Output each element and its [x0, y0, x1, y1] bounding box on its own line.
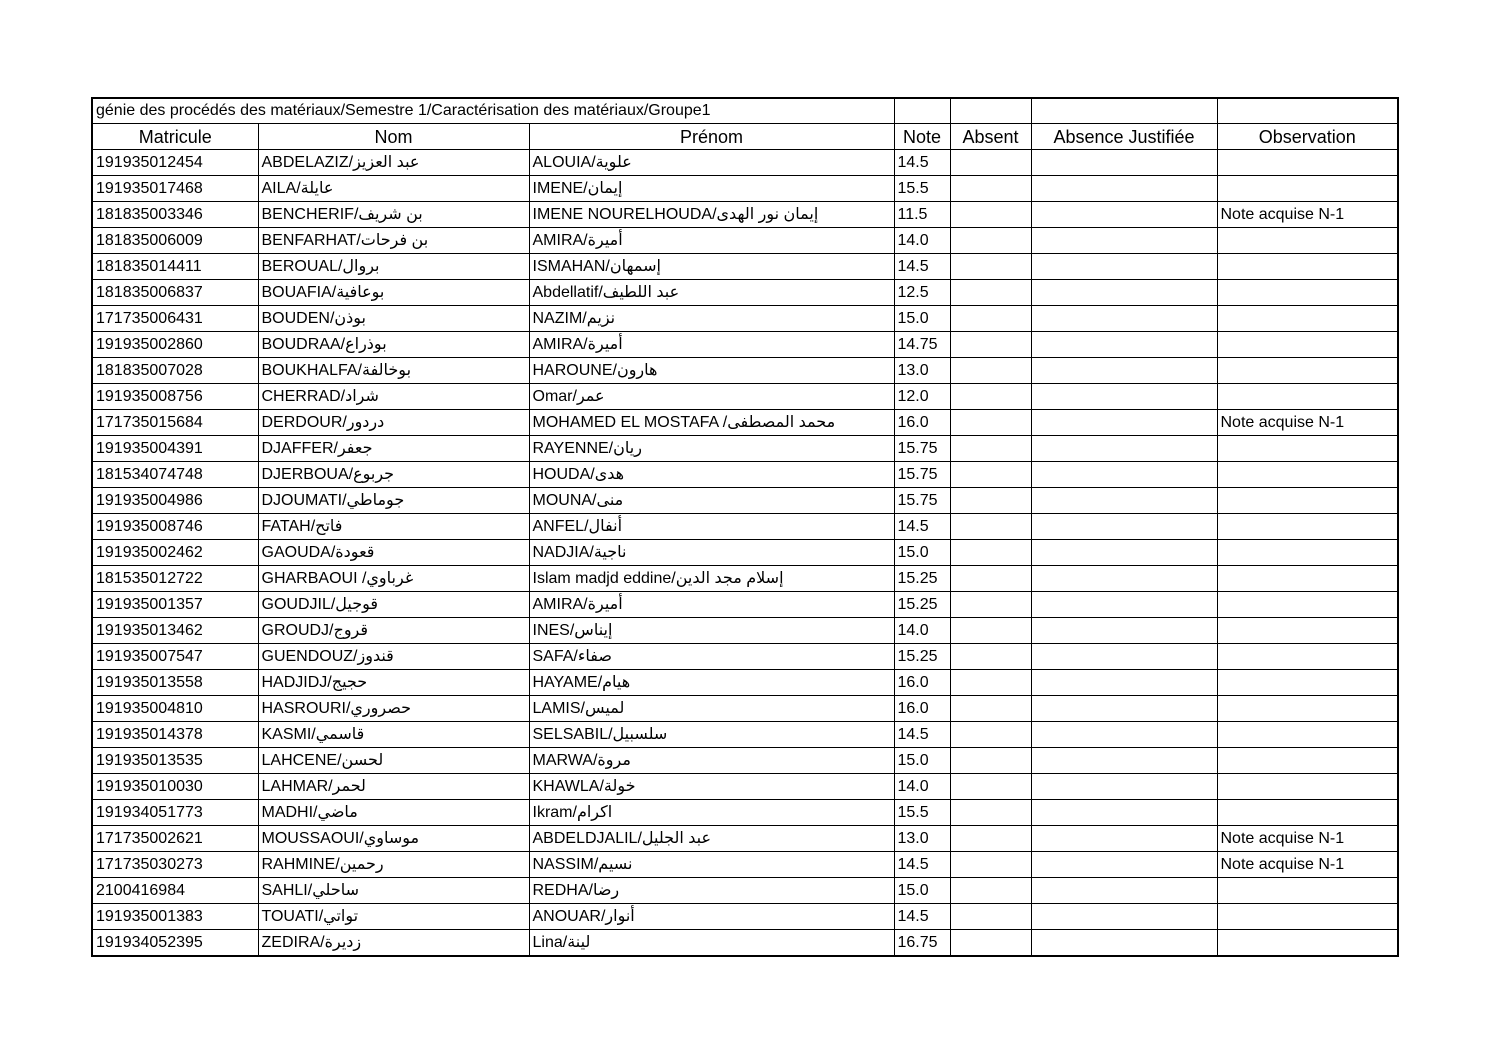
cell-absence-justifiee	[1031, 384, 1217, 410]
table-row	[92, 176, 1398, 202]
cell-prenom: ANOUAR/أنوار	[529, 904, 894, 930]
cell-matricule: 191935001383	[92, 904, 258, 930]
cell-matricule: 191935014378	[92, 722, 258, 748]
cell-absence-justifiee	[1031, 254, 1217, 280]
cell-prenom: SAFA/صفاء	[529, 644, 894, 670]
cell-nom: GROUDJ/قروج	[258, 618, 529, 644]
table-row	[92, 358, 1398, 384]
cell-observation	[1217, 878, 1398, 904]
cell-nom: GOUDJIL/قوجيل	[258, 592, 529, 618]
cell-note: 15.5	[894, 176, 950, 202]
cell-matricule: 191935004810	[92, 696, 258, 722]
cell-absent	[950, 462, 1031, 488]
cell-nom: GAOUDA/قعودة	[258, 540, 529, 566]
cell-observation	[1217, 722, 1398, 748]
cell-observation	[1217, 176, 1398, 202]
header-absent: Absent	[950, 124, 1031, 150]
cell-note: 15.75	[894, 436, 950, 462]
cell-absence-justifiee	[1031, 592, 1217, 618]
cell-absent	[950, 696, 1031, 722]
cell-observation	[1217, 462, 1398, 488]
cell-absence-justifiee	[1031, 566, 1217, 592]
cell-absence-justifiee	[1031, 852, 1217, 878]
table-row	[92, 566, 1398, 592]
table-row	[92, 280, 1398, 306]
cell-absent	[950, 228, 1031, 254]
cell-observation	[1217, 592, 1398, 618]
table-row	[92, 150, 1398, 176]
cell-matricule: 191935010030	[92, 774, 258, 800]
table-row	[92, 436, 1398, 462]
cell-observation	[1217, 306, 1398, 332]
cell-prenom: ALOUIA/علوية	[529, 150, 894, 176]
cell-absent	[950, 540, 1031, 566]
cell-absent	[950, 254, 1031, 280]
cell-absent	[950, 332, 1031, 358]
cell-note: 12.0	[894, 384, 950, 410]
cell-prenom: NASSIM/نسيم	[529, 852, 894, 878]
cell-observation: Note acquise N-1	[1217, 410, 1398, 436]
cell-note: 14.0	[894, 228, 950, 254]
cell-absent	[950, 358, 1031, 384]
cell-matricule: 191935013558	[92, 670, 258, 696]
cell-nom: DJOUMATI/جوماطي	[258, 488, 529, 514]
cell-observation	[1217, 904, 1398, 930]
cell-note: 15.25	[894, 644, 950, 670]
cell-prenom: AMIRA/أميرة	[529, 228, 894, 254]
cell-absent	[950, 514, 1031, 540]
cell-prenom: Lina/لينة	[529, 930, 894, 957]
cell-absence-justifiee	[1031, 540, 1217, 566]
cell-absent	[950, 670, 1031, 696]
cell-prenom: ABDELDJALIL/عبد الجليل	[529, 826, 894, 852]
cell-absence-justifiee	[1031, 358, 1217, 384]
cell-observation	[1217, 332, 1398, 358]
cell-nom: DJAFFER/جعفر	[258, 436, 529, 462]
cell-absence-justifiee	[1031, 176, 1217, 202]
cell-absence-justifiee	[1031, 202, 1217, 228]
cell-note: 14.0	[894, 618, 950, 644]
cell-absence-justifiee	[1031, 462, 1217, 488]
cell-absent	[950, 722, 1031, 748]
cell-prenom: REDHA/رضا	[529, 878, 894, 904]
cell-observation	[1217, 696, 1398, 722]
cell-matricule: 191934052395	[92, 930, 258, 957]
header-row	[92, 124, 1398, 150]
table-row	[92, 228, 1398, 254]
table-row	[92, 488, 1398, 514]
cell-matricule: 191935013535	[92, 748, 258, 774]
table-row	[92, 332, 1398, 358]
table-row	[92, 514, 1398, 540]
cell-note: 16.75	[894, 930, 950, 957]
cell-matricule: 171735015684	[92, 410, 258, 436]
cell-absence-justifiee	[1031, 774, 1217, 800]
cell-absence-justifiee	[1031, 696, 1217, 722]
header-note: Note	[894, 124, 950, 150]
cell-note: 14.5	[894, 904, 950, 930]
cell-observation	[1217, 514, 1398, 540]
cell-nom: KASMI/قاسمي	[258, 722, 529, 748]
table-row	[92, 540, 1398, 566]
cell-absence-justifiee	[1031, 410, 1217, 436]
cell-nom: AILA/عايلة	[258, 176, 529, 202]
header-absence-justifiee: Absence Justifiée	[1031, 124, 1217, 150]
cell-matricule: 191935004986	[92, 488, 258, 514]
cell-note: 15.0	[894, 748, 950, 774]
table-row	[92, 852, 1398, 878]
table-row	[92, 800, 1398, 826]
cell-observation	[1217, 436, 1398, 462]
cell-absence-justifiee	[1031, 618, 1217, 644]
table-row	[92, 644, 1398, 670]
cell-nom: ZEDIRA/زديرة	[258, 930, 529, 957]
cell-matricule: 191935002462	[92, 540, 258, 566]
table-row	[92, 254, 1398, 280]
cell-matricule: 181535012722	[92, 566, 258, 592]
cell-prenom: ANFEL/أنفال	[529, 514, 894, 540]
cell-absence-justifiee	[1031, 930, 1217, 957]
cell-prenom: ISMAHAN/إسمهان	[529, 254, 894, 280]
cell-prenom: HAYAME/هيام	[529, 670, 894, 696]
cell-prenom: RAYENNE/ريان	[529, 436, 894, 462]
cell-prenom: NADJIA/ناجية	[529, 540, 894, 566]
cell-note: 14.5	[894, 254, 950, 280]
cell-prenom: MARWA/مروة	[529, 748, 894, 774]
cell-absence-justifiee	[1031, 514, 1217, 540]
cell-absent	[950, 930, 1031, 957]
table-row	[92, 930, 1398, 957]
cell-absent	[950, 306, 1031, 332]
cell-matricule: 191935013462	[92, 618, 258, 644]
cell-prenom: Omar/عمر	[529, 384, 894, 410]
cell-prenom: SELSABIL/سلسبيل	[529, 722, 894, 748]
table-row	[92, 618, 1398, 644]
cell-prenom: NAZIM/نزيم	[529, 306, 894, 332]
cell-prenom: Islam madjd eddine/إسلام مجد الدين	[529, 566, 894, 592]
cell-absent	[950, 904, 1031, 930]
cell-observation	[1217, 800, 1398, 826]
title-row	[92, 98, 1398, 124]
cell-absence-justifiee	[1031, 280, 1217, 306]
cell-absent	[950, 150, 1031, 176]
cell-matricule: 181835014411	[92, 254, 258, 280]
cell-absent	[950, 644, 1031, 670]
cell-matricule: 2100416984	[92, 878, 258, 904]
table-row	[92, 410, 1398, 436]
cell-prenom: AMIRA/أميرة	[529, 592, 894, 618]
cell-note: 15.0	[894, 540, 950, 566]
cell-nom: CHERRAD/شراد	[258, 384, 529, 410]
cell-absent	[950, 618, 1031, 644]
cell-matricule: 181835003346	[92, 202, 258, 228]
cell-note: 14.5	[894, 150, 950, 176]
header-nom: Nom	[258, 124, 529, 150]
cell-observation	[1217, 670, 1398, 696]
table-row	[92, 462, 1398, 488]
cell-observation	[1217, 774, 1398, 800]
cell-observation: Note acquise N-1	[1217, 826, 1398, 852]
cell-prenom: HOUDA/هدى	[529, 462, 894, 488]
cell-absence-justifiee	[1031, 306, 1217, 332]
cell-note: 16.0	[894, 670, 950, 696]
cell-absence-justifiee	[1031, 904, 1217, 930]
table-row	[92, 670, 1398, 696]
table-row	[92, 592, 1398, 618]
cell-nom: GHARBAOUI /غرباوي	[258, 566, 529, 592]
cell-note: 14.5	[894, 722, 950, 748]
cell-nom: BOUKHALFA/بوخالفة	[258, 358, 529, 384]
cell-absent	[950, 592, 1031, 618]
cell-note: 14.5	[894, 852, 950, 878]
cell-note: 14.0	[894, 774, 950, 800]
table-row	[92, 826, 1398, 852]
cell-matricule: 181835007028	[92, 358, 258, 384]
cell-absent	[950, 800, 1031, 826]
cell-matricule: 191935017468	[92, 176, 258, 202]
cell-absent	[950, 280, 1031, 306]
cell-nom: TOUATI/تواتي	[258, 904, 529, 930]
cell-note: 15.5	[894, 800, 950, 826]
cell-absence-justifiee	[1031, 644, 1217, 670]
table-row	[92, 306, 1398, 332]
cell-absence-justifiee	[1031, 488, 1217, 514]
cell-nom: BOUDEN/بوذن	[258, 306, 529, 332]
cell-absent	[950, 202, 1031, 228]
table-row	[92, 774, 1398, 800]
cell-observation	[1217, 254, 1398, 280]
cell-nom: BOUAFIA/بوعافية	[258, 280, 529, 306]
cell-nom: HASROURI/حصروري	[258, 696, 529, 722]
cell-absence-justifiee	[1031, 800, 1217, 826]
cell-prenom: KHAWLA/خولة	[529, 774, 894, 800]
cell-nom: FATAH/فاتح	[258, 514, 529, 540]
cell-prenom: MOUNA/منى	[529, 488, 894, 514]
cell-absent	[950, 384, 1031, 410]
cell-absent	[950, 878, 1031, 904]
cell-matricule: 181534074748	[92, 462, 258, 488]
cell-note: 15.0	[894, 306, 950, 332]
cell-nom: SAHLI/ساحلي	[258, 878, 529, 904]
cell-observation	[1217, 930, 1398, 957]
cell-note: 12.5	[894, 280, 950, 306]
cell-prenom: IMENE NOURELHOUDA/إيمان نور الهدى	[529, 202, 894, 228]
cell-observation	[1217, 280, 1398, 306]
cell-matricule: 191935008756	[92, 384, 258, 410]
cell-absent	[950, 410, 1031, 436]
cell-nom: BENFARHAT/بن فرحات	[258, 228, 529, 254]
cell-prenom: LAMIS/لميس	[529, 696, 894, 722]
cell-matricule: 191935004391	[92, 436, 258, 462]
cell-absence-justifiee	[1031, 228, 1217, 254]
cell-nom: BEROUAL/بروال	[258, 254, 529, 280]
cell-note: 15.25	[894, 592, 950, 618]
cell-prenom: Abdellatif/عبد اللطيف	[529, 280, 894, 306]
table-row	[92, 878, 1398, 904]
table-row	[92, 384, 1398, 410]
cell-nom: GUENDOUZ/قندوز	[258, 644, 529, 670]
cell-absence-justifiee	[1031, 722, 1217, 748]
cell-note: 15.25	[894, 566, 950, 592]
cell-matricule: 191934051773	[92, 800, 258, 826]
cell-matricule: 191935002860	[92, 332, 258, 358]
cell-prenom: HAROUNE/هارون	[529, 358, 894, 384]
cell-nom: BENCHERIF/بن شريف	[258, 202, 529, 228]
cell-nom: LAHMAR/لحمر	[258, 774, 529, 800]
cell-observation	[1217, 358, 1398, 384]
cell-matricule: 181835006009	[92, 228, 258, 254]
cell-matricule: 171735030273	[92, 852, 258, 878]
table-row	[92, 696, 1398, 722]
cell-matricule: 181835006837	[92, 280, 258, 306]
table-title: génie des procédés des matériaux/Semestre 1/Caractérisation des matériaux/Groupe1	[92, 98, 894, 124]
cell-nom: DERDOUR/دردور	[258, 410, 529, 436]
cell-observation	[1217, 488, 1398, 514]
cell-matricule: 171735002621	[92, 826, 258, 852]
table-row	[92, 904, 1398, 930]
cell-nom: BOUDRAA/بوذراع	[258, 332, 529, 358]
cell-prenom: AMIRA/أميرة	[529, 332, 894, 358]
header-observation: Observation	[1217, 124, 1398, 150]
cell-nom: MOUSSAOUI/موساوي	[258, 826, 529, 852]
cell-observation	[1217, 644, 1398, 670]
cell-note: 16.0	[894, 410, 950, 436]
cell-absent	[950, 826, 1031, 852]
cell-observation	[1217, 150, 1398, 176]
cell-absence-justifiee	[1031, 436, 1217, 462]
cell-absent	[950, 774, 1031, 800]
cell-nom: MADHI/ماضي	[258, 800, 529, 826]
cell-prenom: IMENE/إيمان	[529, 176, 894, 202]
cell-matricule: 191935008746	[92, 514, 258, 540]
cell-absent	[950, 748, 1031, 774]
cell-observation: Note acquise N-1	[1217, 852, 1398, 878]
cell-nom: ABDELAZIZ/عبد العزيز	[258, 150, 529, 176]
cell-matricule: 171735006431	[92, 306, 258, 332]
cell-observation	[1217, 540, 1398, 566]
cell-absent	[950, 852, 1031, 878]
cell-matricule: 191935012454	[92, 150, 258, 176]
cell-absence-justifiee	[1031, 150, 1217, 176]
cell-absence-justifiee	[1031, 332, 1217, 358]
cell-absent	[950, 176, 1031, 202]
table-row	[92, 748, 1398, 774]
cell-prenom: Ikram/اكرام	[529, 800, 894, 826]
cell-observation	[1217, 748, 1398, 774]
cell-observation	[1217, 618, 1398, 644]
cell-observation	[1217, 566, 1398, 592]
cell-absent	[950, 566, 1031, 592]
cell-absent	[950, 488, 1031, 514]
header-prenom: Prénom	[529, 124, 894, 150]
cell-note: 11.5	[894, 202, 950, 228]
cell-absence-justifiee	[1031, 878, 1217, 904]
cell-prenom: MOHAMED EL MOSTAFA /محمد المصطفى	[529, 410, 894, 436]
table-row	[92, 722, 1398, 748]
cell-note: 13.0	[894, 358, 950, 384]
grades-table	[91, 97, 1399, 957]
cell-absence-justifiee	[1031, 670, 1217, 696]
cell-observation: Note acquise N-1	[1217, 202, 1398, 228]
cell-nom: HADJIDJ/حجيج	[258, 670, 529, 696]
cell-note: 15.75	[894, 462, 950, 488]
cell-matricule: 191935007547	[92, 644, 258, 670]
cell-absence-justifiee	[1031, 826, 1217, 852]
cell-note: 16.0	[894, 696, 950, 722]
cell-observation	[1217, 228, 1398, 254]
cell-matricule: 191935001357	[92, 592, 258, 618]
cell-absent	[950, 436, 1031, 462]
cell-note: 15.75	[894, 488, 950, 514]
cell-prenom: INES/إيناس	[529, 618, 894, 644]
cell-note: 15.0	[894, 878, 950, 904]
table-row	[92, 202, 1398, 228]
cell-nom: DJERBOUA/جربوع	[258, 462, 529, 488]
cell-note: 13.0	[894, 826, 950, 852]
cell-nom: RAHMINE/رحمين	[258, 852, 529, 878]
cell-note: 14.5	[894, 514, 950, 540]
header-matricule: Matricule	[92, 124, 258, 150]
cell-note: 14.75	[894, 332, 950, 358]
cell-absence-justifiee	[1031, 748, 1217, 774]
cell-nom: LAHCENE/لحسن	[258, 748, 529, 774]
cell-observation	[1217, 384, 1398, 410]
